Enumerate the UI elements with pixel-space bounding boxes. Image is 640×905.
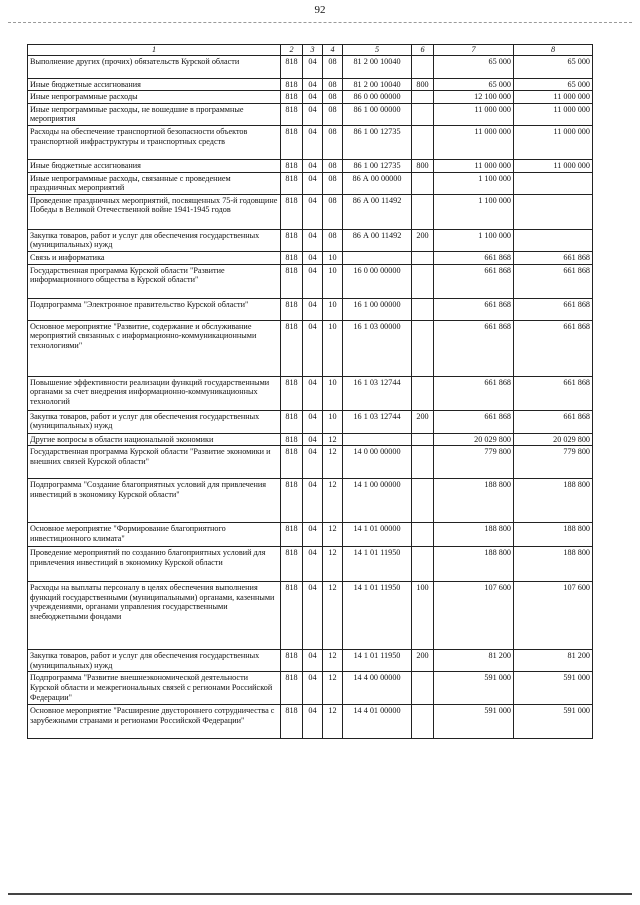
cell-c3: 04 [303, 376, 323, 410]
cell-c5: 14 4 01 00000 [343, 705, 412, 739]
cell-c7: 65 000 [434, 55, 514, 78]
cell-c4: 12 [323, 446, 343, 479]
row-name-cell: Основное мероприятие "Развитие, содержание и обслуживание мероприятий связанных с информационно-коммуникационными технологиями" [28, 320, 281, 376]
cell-c2: 818 [281, 172, 303, 194]
cell-c3: 04 [303, 582, 323, 650]
cell-c3: 04 [303, 523, 323, 547]
table-row [28, 376, 593, 410]
cell-c8: 779 800 [514, 446, 593, 479]
cell-c4: 12 [323, 547, 343, 582]
table-row [28, 320, 593, 376]
cell-c3: 04 [303, 229, 323, 251]
cell-c8: 11 000 000 [514, 159, 593, 172]
cell-c8: 11 000 000 [514, 91, 593, 104]
cell-c2: 818 [281, 523, 303, 547]
cell-c3: 04 [303, 159, 323, 172]
cell-c5: 14 1 01 11950 [343, 582, 412, 650]
cell-c6 [412, 172, 434, 194]
cell-c7: 661 868 [434, 410, 514, 433]
cell-c7: 20 029 800 [434, 433, 514, 446]
table-row [28, 264, 593, 298]
cell-c6 [412, 376, 434, 410]
column-header: 4 [323, 45, 343, 56]
cell-c4: 08 [323, 91, 343, 104]
cell-c4: 12 [323, 523, 343, 547]
cell-c5: 16 1 03 12744 [343, 410, 412, 433]
cell-c6 [412, 91, 434, 104]
cell-c8: 188 800 [514, 523, 593, 547]
cell-c2: 818 [281, 650, 303, 672]
budget-table [27, 44, 593, 739]
cell-c4: 12 [323, 672, 343, 705]
cell-c6 [412, 251, 434, 264]
row-name-cell: Иные бюджетные ассигнования [28, 159, 281, 172]
cell-c8: 81 200 [514, 650, 593, 672]
table-row [28, 172, 593, 194]
cell-c6 [412, 523, 434, 547]
cell-c8 [514, 194, 593, 229]
cell-c3: 04 [303, 672, 323, 705]
cell-c3: 04 [303, 125, 323, 159]
table-row [28, 78, 593, 91]
cell-c4: 08 [323, 103, 343, 125]
cell-c4: 08 [323, 78, 343, 91]
cell-c6: 200 [412, 229, 434, 251]
cell-c2: 818 [281, 479, 303, 523]
cell-c6 [412, 298, 434, 320]
cell-c8: 107 600 [514, 582, 593, 650]
cell-c6: 200 [412, 410, 434, 433]
cell-c4: 10 [323, 410, 343, 433]
table-row [28, 582, 593, 650]
cell-c4: 08 [323, 172, 343, 194]
column-header: 5 [343, 45, 412, 56]
cell-c4: 10 [323, 251, 343, 264]
cell-c7: 188 800 [434, 523, 514, 547]
cell-c8: 188 800 [514, 479, 593, 523]
cell-c7: 591 000 [434, 705, 514, 739]
cell-c6 [412, 264, 434, 298]
cell-c8: 188 800 [514, 547, 593, 582]
cell-c7: 661 868 [434, 251, 514, 264]
row-name-cell: Основное мероприятие "Расширение двустороннего сотрудничества с зарубежными странами и регионами Российской Федерации" [28, 705, 281, 739]
table-row [28, 159, 593, 172]
cell-c2: 818 [281, 125, 303, 159]
cell-c4: 12 [323, 433, 343, 446]
row-name-cell: Связь и информатика [28, 251, 281, 264]
column-header: 8 [514, 45, 593, 56]
cell-c6 [412, 194, 434, 229]
cell-c2: 818 [281, 672, 303, 705]
cell-c8: 661 868 [514, 264, 593, 298]
column-header: 3 [303, 45, 323, 56]
cell-c8: 661 868 [514, 320, 593, 376]
cell-c5: 86 А 00 00000 [343, 172, 412, 194]
cell-c7: 1 100 000 [434, 172, 514, 194]
table-row [28, 91, 593, 104]
cell-c2: 818 [281, 229, 303, 251]
row-name-cell: Другие вопросы в области национальной экономики [28, 433, 281, 446]
table-row [28, 672, 593, 705]
row-name-cell: Государственная программа Курской области "Развитие экономики и внешних связей Курской области" [28, 446, 281, 479]
column-header: 6 [412, 45, 434, 56]
table-row [28, 298, 593, 320]
cell-c8: 661 868 [514, 298, 593, 320]
row-name-cell: Повышение эффективности реализации функций государственными органами за счет внедрения информационно-коммуникационных технологий [28, 376, 281, 410]
cell-c5: 81 2 00 10040 [343, 78, 412, 91]
table-row [28, 251, 593, 264]
cell-c2: 818 [281, 446, 303, 479]
cell-c3: 04 [303, 433, 323, 446]
cell-c7: 661 868 [434, 264, 514, 298]
table-row [28, 410, 593, 433]
table-row [28, 547, 593, 582]
cell-c6 [412, 320, 434, 376]
row-name-cell: Иные непрограммные расходы, не вошедшие в программные мероприятия [28, 103, 281, 125]
row-name-cell: Иные непрограммные расходы [28, 91, 281, 104]
cell-c7: 12 100 000 [434, 91, 514, 104]
cell-c5: 16 0 00 00000 [343, 264, 412, 298]
cell-c3: 04 [303, 78, 323, 91]
cell-c6 [412, 125, 434, 159]
cell-c2: 818 [281, 194, 303, 229]
cell-c7: 188 800 [434, 547, 514, 582]
column-header: 1 [28, 45, 281, 56]
cell-c8: 591 000 [514, 672, 593, 705]
cell-c6 [412, 55, 434, 78]
header-rule [8, 22, 632, 23]
row-name-cell: Расходы на обеспечение транспортной безопасности объектов транспортной инфраструктуры и транспортных средств [28, 125, 281, 159]
cell-c2: 818 [281, 55, 303, 78]
cell-c3: 04 [303, 298, 323, 320]
cell-c4: 08 [323, 194, 343, 229]
cell-c2: 818 [281, 103, 303, 125]
table-row [28, 194, 593, 229]
cell-c7: 81 200 [434, 650, 514, 672]
table-row [28, 229, 593, 251]
cell-c3: 04 [303, 103, 323, 125]
cell-c5 [343, 433, 412, 446]
cell-c6 [412, 479, 434, 523]
cell-c3: 04 [303, 479, 323, 523]
page-number: 92 [314, 4, 326, 16]
cell-c3: 04 [303, 264, 323, 298]
cell-c6 [412, 547, 434, 582]
cell-c4: 08 [323, 55, 343, 78]
cell-c7: 188 800 [434, 479, 514, 523]
cell-c3: 04 [303, 650, 323, 672]
cell-c3: 04 [303, 55, 323, 78]
cell-c3: 04 [303, 705, 323, 739]
table-row [28, 103, 593, 125]
cell-c7: 11 000 000 [434, 159, 514, 172]
row-name-cell: Выполнение других (прочих) обязательств Курской области [28, 55, 281, 78]
cell-c5: 16 1 03 00000 [343, 320, 412, 376]
cell-c8: 65 000 [514, 78, 593, 91]
cell-c4: 08 [323, 229, 343, 251]
row-name-cell: Подпрограмма "Электронное правительство Курской области" [28, 298, 281, 320]
cell-c7: 591 000 [434, 672, 514, 705]
table-row [28, 55, 593, 78]
cell-c5: 81 2 00 10040 [343, 55, 412, 78]
cell-c2: 818 [281, 320, 303, 376]
cell-c3: 04 [303, 172, 323, 194]
cell-c6 [412, 705, 434, 739]
cell-c8: 11 000 000 [514, 125, 593, 159]
cell-c5: 86 1 00 12735 [343, 125, 412, 159]
column-header: 7 [434, 45, 514, 56]
row-name-cell: Иные непрограммные расходы, связанные с проведением праздничных мероприятий [28, 172, 281, 194]
cell-c5: 16 1 03 12744 [343, 376, 412, 410]
cell-c3: 04 [303, 320, 323, 376]
cell-c5: 14 4 00 00000 [343, 672, 412, 705]
cell-c7: 11 000 000 [434, 125, 514, 159]
table-row [28, 650, 593, 672]
cell-c8: 661 868 [514, 251, 593, 264]
row-name-cell: Подпрограмма "Создание благоприятных условий для привлечения инвестиций в экономику Курской области" [28, 479, 281, 523]
row-name-cell: Подпрограмма "Развитие внешнеэкономической деятельности Курской области и межрегиональных связей с регионами Российской Федерации" [28, 672, 281, 705]
cell-c5 [343, 251, 412, 264]
cell-c5: 14 1 01 11950 [343, 650, 412, 672]
cell-c4: 08 [323, 159, 343, 172]
cell-c5: 86 0 00 00000 [343, 91, 412, 104]
cell-c8: 11 000 000 [514, 103, 593, 125]
cell-c6 [412, 433, 434, 446]
footer-rule [8, 893, 632, 895]
cell-c2: 818 [281, 376, 303, 410]
cell-c8 [514, 229, 593, 251]
cell-c5: 16 1 00 00000 [343, 298, 412, 320]
cell-c7: 1 100 000 [434, 194, 514, 229]
cell-c2: 818 [281, 410, 303, 433]
cell-c5: 14 0 00 00000 [343, 446, 412, 479]
cell-c8: 591 000 [514, 705, 593, 739]
cell-c2: 818 [281, 264, 303, 298]
cell-c2: 818 [281, 582, 303, 650]
cell-c6: 800 [412, 78, 434, 91]
cell-c6 [412, 672, 434, 705]
cell-c8: 661 868 [514, 376, 593, 410]
row-name-cell: Основное мероприятие "Формирование благоприятного инвестиционного климата" [28, 523, 281, 547]
table-row [28, 125, 593, 159]
cell-c6 [412, 446, 434, 479]
cell-c6: 800 [412, 159, 434, 172]
cell-c4: 12 [323, 650, 343, 672]
row-name-cell: Закупка товаров, работ и услуг для обеспечения государственных (муниципальных) нужд [28, 229, 281, 251]
cell-c6: 200 [412, 650, 434, 672]
cell-c5: 86 А 00 11492 [343, 194, 412, 229]
cell-c7: 661 868 [434, 376, 514, 410]
row-name-cell: Иные бюджетные ассигнования [28, 78, 281, 91]
cell-c3: 04 [303, 251, 323, 264]
cell-c2: 818 [281, 78, 303, 91]
column-header: 2 [281, 45, 303, 56]
cell-c6 [412, 103, 434, 125]
row-name-cell: Закупка товаров, работ и услуг для обеспечения государственных (муниципальных) нужд [28, 650, 281, 672]
cell-c4: 10 [323, 264, 343, 298]
cell-c2: 818 [281, 91, 303, 104]
cell-c2: 818 [281, 547, 303, 582]
cell-c2: 818 [281, 251, 303, 264]
cell-c3: 04 [303, 547, 323, 582]
cell-c4: 12 [323, 705, 343, 739]
row-name-cell: Государственная программа Курской области "Развитие информационного общества в Курской области" [28, 264, 281, 298]
cell-c2: 818 [281, 705, 303, 739]
cell-c6: 100 [412, 582, 434, 650]
cell-c8: 20 029 800 [514, 433, 593, 446]
cell-c5: 14 1 01 00000 [343, 523, 412, 547]
cell-c2: 818 [281, 298, 303, 320]
table-row [28, 523, 593, 547]
cell-c4: 10 [323, 298, 343, 320]
cell-c3: 04 [303, 91, 323, 104]
cell-c4: 10 [323, 320, 343, 376]
cell-c2: 818 [281, 159, 303, 172]
cell-c7: 1 100 000 [434, 229, 514, 251]
cell-c2: 818 [281, 433, 303, 446]
row-name-cell: Закупка товаров, работ и услуг для обеспечения государственных (муниципальных) нужд [28, 410, 281, 433]
cell-c5: 86 А 00 11492 [343, 229, 412, 251]
row-name-cell: Проведение мероприятий по созданию благоприятных условий для привлечения инвестиций в экономику Курской области [28, 547, 281, 582]
cell-c4: 12 [323, 582, 343, 650]
cell-c7: 11 000 000 [434, 103, 514, 125]
cell-c7: 779 800 [434, 446, 514, 479]
table-row [28, 446, 593, 479]
cell-c7: 661 868 [434, 298, 514, 320]
cell-c4: 12 [323, 479, 343, 523]
cell-c7: 661 868 [434, 320, 514, 376]
table-row [28, 433, 593, 446]
cell-c5: 86 1 00 12735 [343, 159, 412, 172]
cell-c3: 04 [303, 194, 323, 229]
cell-c4: 08 [323, 125, 343, 159]
row-name-cell: Проведение праздничных мероприятий, посвященных 75-й годовщине Победы в Великой Отечественной войне 1941-1945 годов [28, 194, 281, 229]
row-name-cell: Расходы на выплаты персоналу в целях обеспечения выполнения функций государственными (муниципальными) органами, казенными учреждениями, органами управления государственными внебюджетными фондами [28, 582, 281, 650]
cell-c8 [514, 172, 593, 194]
cell-c8: 65 000 [514, 55, 593, 78]
cell-c7: 65 000 [434, 78, 514, 91]
cell-c7: 107 600 [434, 582, 514, 650]
table-row [28, 705, 593, 739]
cell-c4: 10 [323, 376, 343, 410]
column-header-row [28, 45, 593, 56]
cell-c5: 14 1 01 11950 [343, 547, 412, 582]
cell-c5: 86 1 00 00000 [343, 103, 412, 125]
cell-c3: 04 [303, 410, 323, 433]
cell-c3: 04 [303, 446, 323, 479]
cell-c8: 661 868 [514, 410, 593, 433]
cell-c5: 14 1 00 00000 [343, 479, 412, 523]
table-row [28, 479, 593, 523]
